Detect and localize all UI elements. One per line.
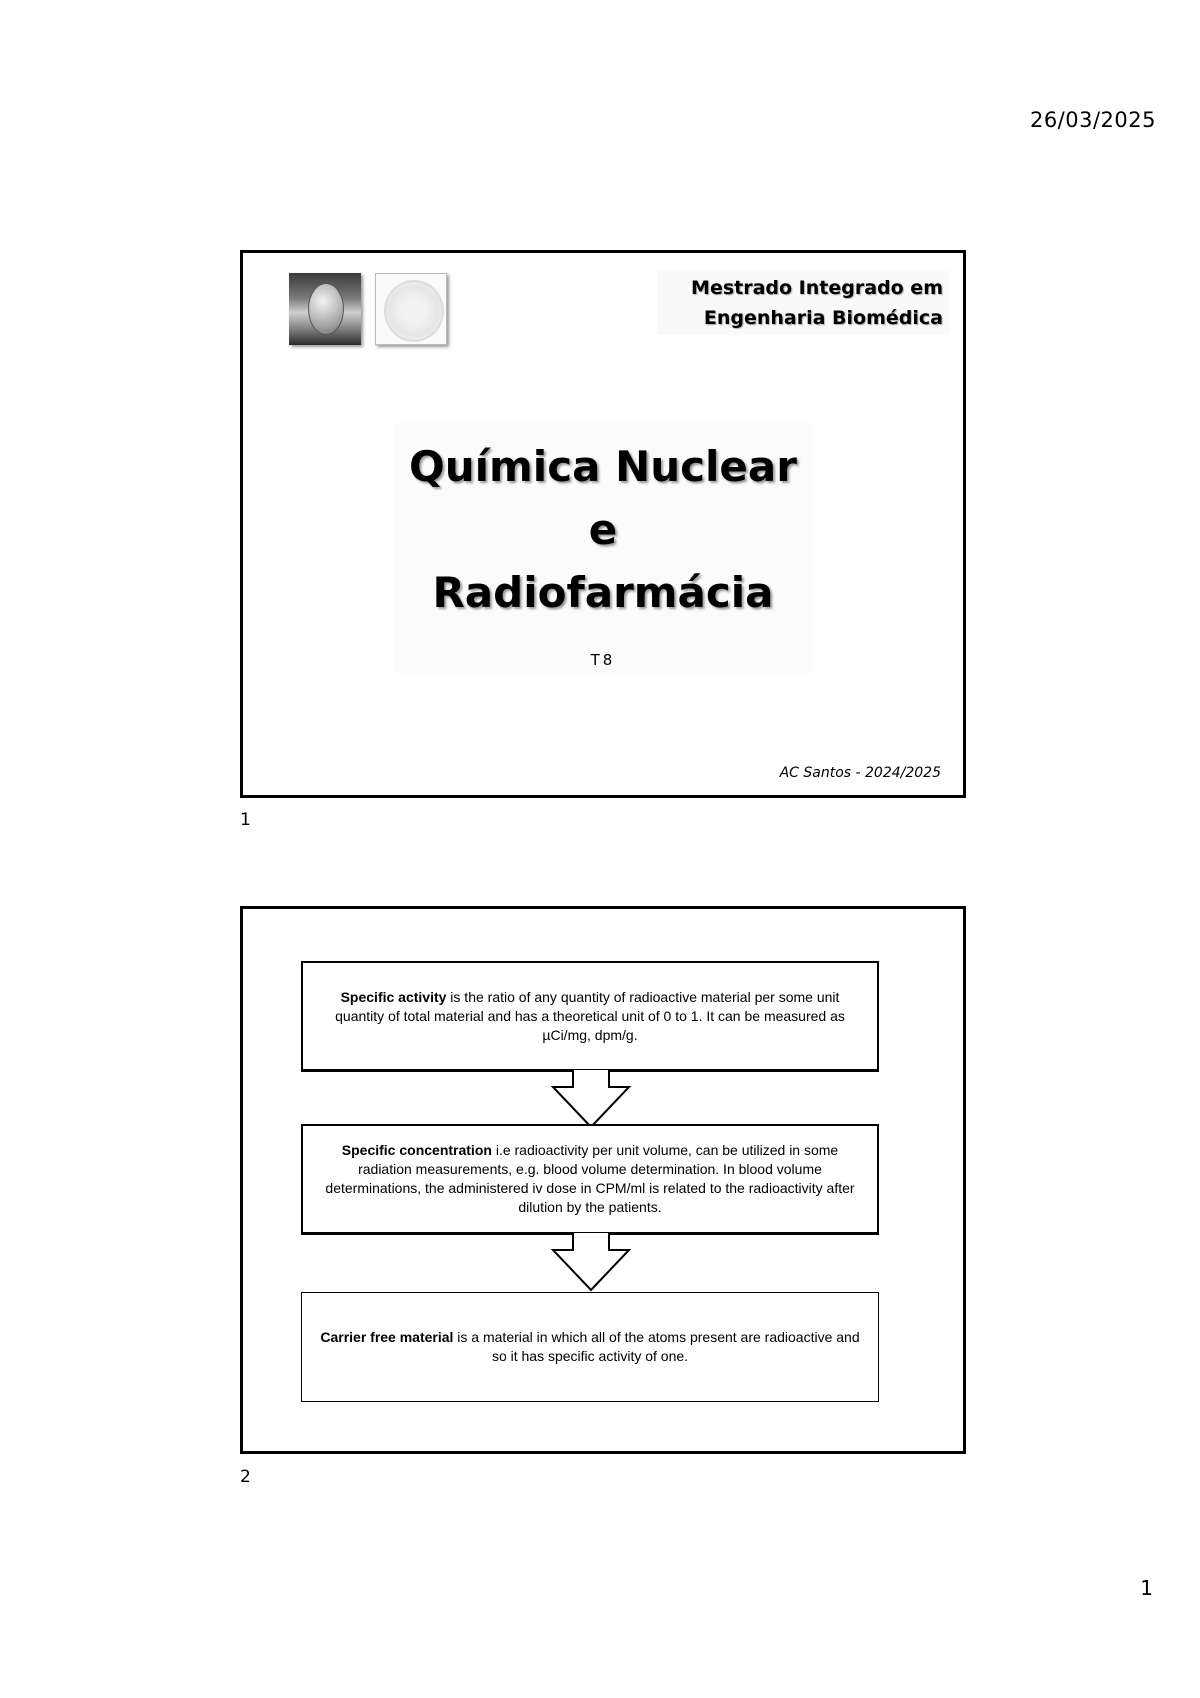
definition-box-specific-activity [301, 961, 879, 1071]
definition-text: is the ratio of any quantity of radioactive material per some unit quantity of total material and has a theoretical unit of 0 to 1. It can be measured as µCi/mg, dpm/g. [335, 988, 845, 1043]
author-line: AC Santos - 2024/2025 [779, 765, 941, 781]
definition-text: i.e radioactivity per unit volume, can be utilized in some radiation measurements, e.g. blood volume determination. In blood volume determinations, the administered iv dose in CPM/ml is related to the radioactivity after dilution by the patients. [325, 1142, 855, 1215]
definition-term: Carrier free material [320, 1329, 454, 1345]
page-number: 1 [1140, 1576, 1153, 1600]
down-arrow-icon [549, 1069, 633, 1129]
program-name [657, 271, 949, 335]
program-line-2: Engenharia Biomédica [703, 307, 943, 329]
seal-icon [308, 283, 344, 335]
definition-box-specific-concentration [301, 1124, 879, 1234]
slide-title [243, 435, 963, 624]
slide-1 [240, 250, 966, 798]
definition-term: Specific activity [340, 988, 447, 1005]
slide-2 [240, 906, 966, 1454]
program-line-1: Mestrado Integrado em [691, 277, 943, 299]
lecture-code: T8 [590, 651, 616, 669]
definition-term: Specific concentration [341, 1142, 492, 1158]
slide-number-1: 1 [240, 810, 251, 830]
title-line-3: Radiofarmácia [432, 568, 774, 617]
title-line-2: e [588, 505, 618, 554]
slide-number-2: 2 [240, 1467, 251, 1487]
down-arrow-icon [549, 1232, 633, 1292]
university-logo-image [289, 273, 361, 345]
definition-text: is a material in which all of the atoms present are radioactive and so it has specific activity of one. [453, 1329, 860, 1364]
definition-box-carrier-free-material [301, 1292, 879, 1402]
faculty-crest-image [375, 273, 447, 345]
title-line-1: Química Nuclear [409, 442, 797, 491]
document-date: 26/03/2025 [1029, 108, 1156, 132]
crest-icon [384, 280, 444, 342]
